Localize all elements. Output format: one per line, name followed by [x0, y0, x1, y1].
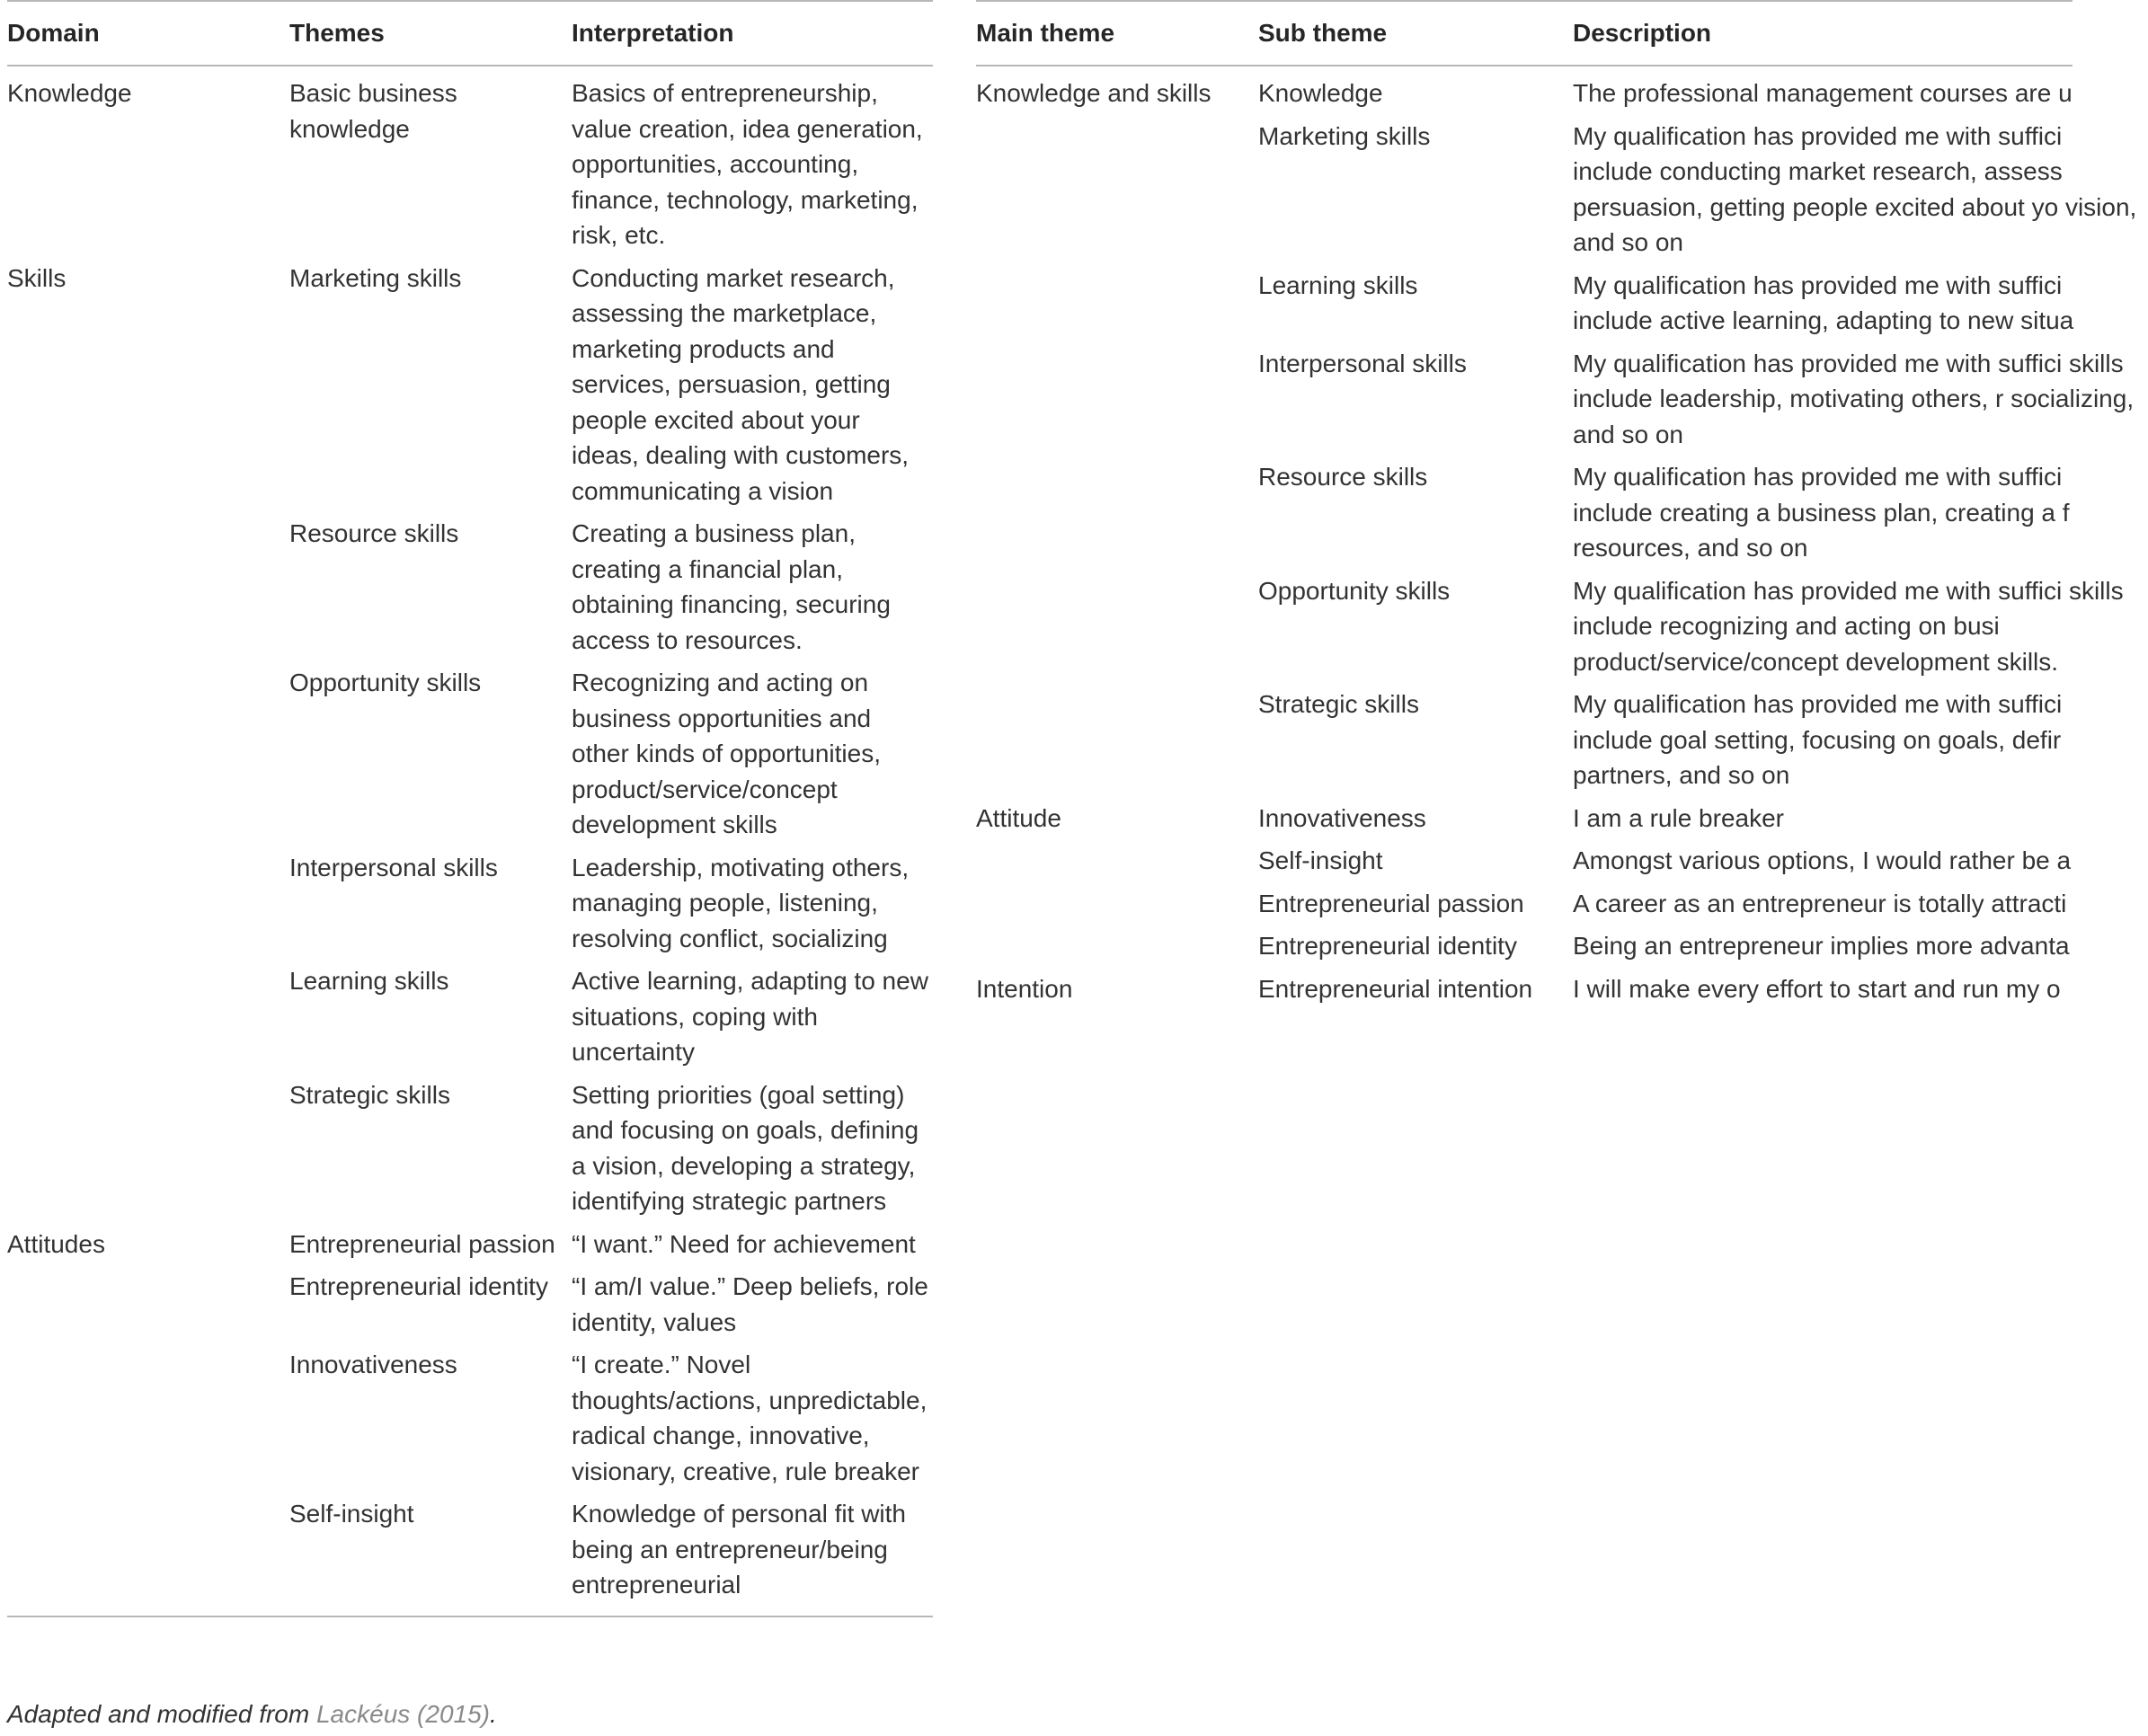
- interpretation-cell: Creating a business plan, creating a financial plan, obtaining financing, securing access to resources.: [572, 519, 891, 654]
- column-header-description: Description: [1573, 1, 2073, 66]
- theme-cell: Innovativeness: [289, 1351, 457, 1378]
- theme-cell: Basic business knowledge: [289, 79, 457, 143]
- description-text: My qualification has provided me with suffici skills include leadership, motivating others, r socializing, and so on: [1573, 349, 2135, 448]
- sub-theme-cell: Knowledge: [1258, 79, 1383, 107]
- description-cell: [1573, 119, 2137, 268]
- column-header-sub-theme: Sub theme: [1258, 1, 1573, 66]
- theme-cell: Entrepreneurial identity: [289, 1272, 548, 1300]
- table-row: [7, 516, 933, 665]
- table-row: [7, 1077, 933, 1227]
- interpretation-cell: Basics of entrepreneurship, value creation, idea generation, opportunities, accounting, finance, technology, marketing, risk, etc.: [572, 79, 923, 249]
- footnote-suffix: .: [490, 1700, 497, 1728]
- interpretation-cell: “I am/I value.” Deep beliefs, role identity, values: [572, 1272, 928, 1336]
- theme-cell: Interpersonal skills: [289, 853, 498, 881]
- main-theme-cell: [976, 573, 1258, 687]
- domain-cell: [7, 1347, 289, 1496]
- table-row: [7, 1269, 933, 1347]
- domain-themes-table: [7, 0, 933, 1617]
- description-cell: [1573, 686, 2073, 801]
- table-row: [7, 261, 933, 517]
- domain-cell: [7, 665, 289, 850]
- sub-theme-cell: Entrepreneurial intention: [1258, 974, 1533, 1003]
- description-text: A career as an entrepreneur is totally attracti: [1573, 889, 2067, 917]
- sub-theme-cell: Strategic skills: [1258, 690, 1419, 718]
- table-row: [976, 971, 2073, 1014]
- column-header-main-theme: Main theme: [976, 1, 1258, 66]
- table-row: [976, 459, 2073, 573]
- table-row: [7, 1496, 933, 1616]
- theme-cell: Learning skills: [289, 967, 449, 995]
- interpretation-cell: “I create.” Novel thoughts/actions, unpredictable, radical change, innovative, visionary, creative, rule breaker: [572, 1351, 928, 1485]
- interpretation-cell: “I want.” Need for achievement: [572, 1229, 916, 1258]
- table-row: [7, 1347, 933, 1496]
- interpretation-cell: Leadership, motivating others, managing people, listening, resolving conflict, socializing: [572, 853, 910, 952]
- sub-theme-cell: Resource skills: [1258, 463, 1428, 491]
- interpretation-cell: Recognizing and acting on business opportunities and other kinds of opportunities, product/service/concept development skills: [572, 669, 881, 838]
- domain-cell: [7, 850, 289, 964]
- domain-cell: Skills: [7, 263, 67, 292]
- description-text: I am a rule breaker: [1573, 803, 1784, 832]
- table-row: [976, 928, 2073, 971]
- description-cell: [1573, 346, 2135, 460]
- table-header-row: [976, 1, 2073, 66]
- table-row: [7, 66, 933, 261]
- table-row: [976, 886, 2073, 929]
- table-row: [976, 66, 2073, 119]
- table-header-row: [7, 1, 933, 66]
- column-header-domain: Domain: [7, 1, 289, 66]
- table-row: [7, 665, 933, 850]
- theme-cell: Entrepreneurial passion: [289, 1229, 555, 1258]
- description-text: My qualification has provided me with suffici skills include recognizing and acting on busi product/service/concept development skills.: [1573, 576, 2124, 676]
- table-row: [976, 686, 2073, 801]
- main-sub-theme-table: [976, 0, 2137, 1014]
- sub-theme-cell: Entrepreneurial identity: [1258, 932, 1517, 960]
- description-cell: [1573, 573, 2124, 687]
- description-cell: [1573, 459, 2073, 573]
- main-theme-cell: [976, 459, 1258, 573]
- main-theme-cell: Intention: [976, 974, 1073, 1003]
- main-theme-cell: [976, 843, 1258, 886]
- sub-theme-cell: Self-insight: [1258, 846, 1383, 874]
- domain-cell: [7, 1077, 289, 1227]
- domain-cell: Attitudes: [7, 1229, 105, 1258]
- main-theme-cell: Knowledge and skills: [976, 79, 1212, 107]
- table-row: [976, 268, 2073, 346]
- description-cell: [1573, 268, 2073, 346]
- footnote-prefix: Adapted and modified from: [7, 1700, 316, 1728]
- theme-cell: Opportunity skills: [289, 669, 482, 696]
- description-cell: [1573, 801, 2073, 844]
- domain-cell: Knowledge: [7, 79, 132, 107]
- domain-cell: [7, 516, 289, 665]
- column-header-interpretation: Interpretation: [572, 1, 933, 66]
- table-footnote: [7, 1700, 497, 1729]
- description-cell: [1573, 66, 2073, 119]
- column-header-themes: Themes: [289, 1, 572, 66]
- interpretation-cell: Knowledge of personal fit with being an entrepreneur/being entrepreneurial: [572, 1496, 933, 1616]
- table-row: [976, 119, 2073, 268]
- interpretation-cell: Setting priorities (goal setting) and focusing on goals, defining a vision, developing a strategy, identifying strategic partners: [572, 1080, 919, 1215]
- description-text: I will make every effort to start and run my o: [1573, 974, 2061, 1003]
- interpretation-cell: Conducting market research, assessing the marketplace, marketing products and services, persuasion, getting people excited about your ideas, dealing with customers, communicating a vision: [572, 263, 910, 505]
- main-theme-cell: Attitude: [976, 803, 1061, 832]
- main-theme-cell: [976, 346, 1258, 460]
- sub-theme-cell: Innovativeness: [1258, 803, 1426, 832]
- main-theme-cell: [976, 886, 1258, 929]
- theme-cell: Resource skills: [289, 519, 459, 547]
- table-row: [7, 1227, 933, 1270]
- description-text: My qualification has provided me with suffici include goal setting, focusing on goals, defir partners, and so on: [1573, 690, 2063, 789]
- description-cell: [1573, 928, 2073, 971]
- description-text: The professional management courses are u: [1573, 79, 2073, 107]
- theme-cell: Marketing skills: [289, 263, 462, 292]
- theme-cell: Strategic skills: [289, 1080, 450, 1109]
- description-text: My qualification has provided me with suffici include active learning, adapting to new situa: [1573, 270, 2074, 334]
- description-cell: [1573, 971, 2073, 1014]
- description-cell: [1573, 843, 2073, 886]
- main-theme-cell: [976, 686, 1258, 801]
- table-row: [976, 573, 2073, 687]
- sub-theme-cell: Interpersonal skills: [1258, 349, 1467, 377]
- sub-theme-cell: Learning skills: [1258, 270, 1418, 299]
- domain-cell: [7, 1269, 289, 1347]
- table-row: [976, 346, 2073, 460]
- table-row: [976, 843, 2073, 886]
- table-row: [976, 801, 2073, 844]
- sub-theme-cell: Entrepreneurial passion: [1258, 889, 1524, 917]
- description-cell: [1573, 886, 2073, 929]
- interpretation-cell: Active learning, adapting to new situations, coping with uncertainty: [572, 967, 928, 1066]
- main-theme-cell: [976, 119, 1258, 268]
- description-text: Amongst various options, I would rather be a: [1573, 846, 2072, 874]
- description-text: My qualification has provided me with suffici include creating a business plan, creating a f resources, and so on: [1573, 463, 2070, 562]
- table-row: [7, 850, 933, 964]
- sub-theme-cell: Marketing skills: [1258, 121, 1431, 150]
- footnote-reference-link[interactable]: Lackéus (2015): [315, 1700, 490, 1728]
- theme-cell: Self-insight: [289, 1496, 572, 1616]
- table-row: [7, 963, 933, 1077]
- domain-cell: [7, 963, 289, 1077]
- sub-theme-cell: Opportunity skills: [1258, 576, 1451, 605]
- description-text: Being an entrepreneur implies more advanta: [1573, 932, 2070, 960]
- main-theme-cell: [976, 268, 1258, 346]
- main-theme-cell: [976, 928, 1258, 971]
- description-text: My qualification has provided me with suffici include conducting market research, assess persuasion, getting people excited about yo vision, and so on: [1573, 121, 2137, 256]
- domain-cell: [7, 1496, 289, 1616]
